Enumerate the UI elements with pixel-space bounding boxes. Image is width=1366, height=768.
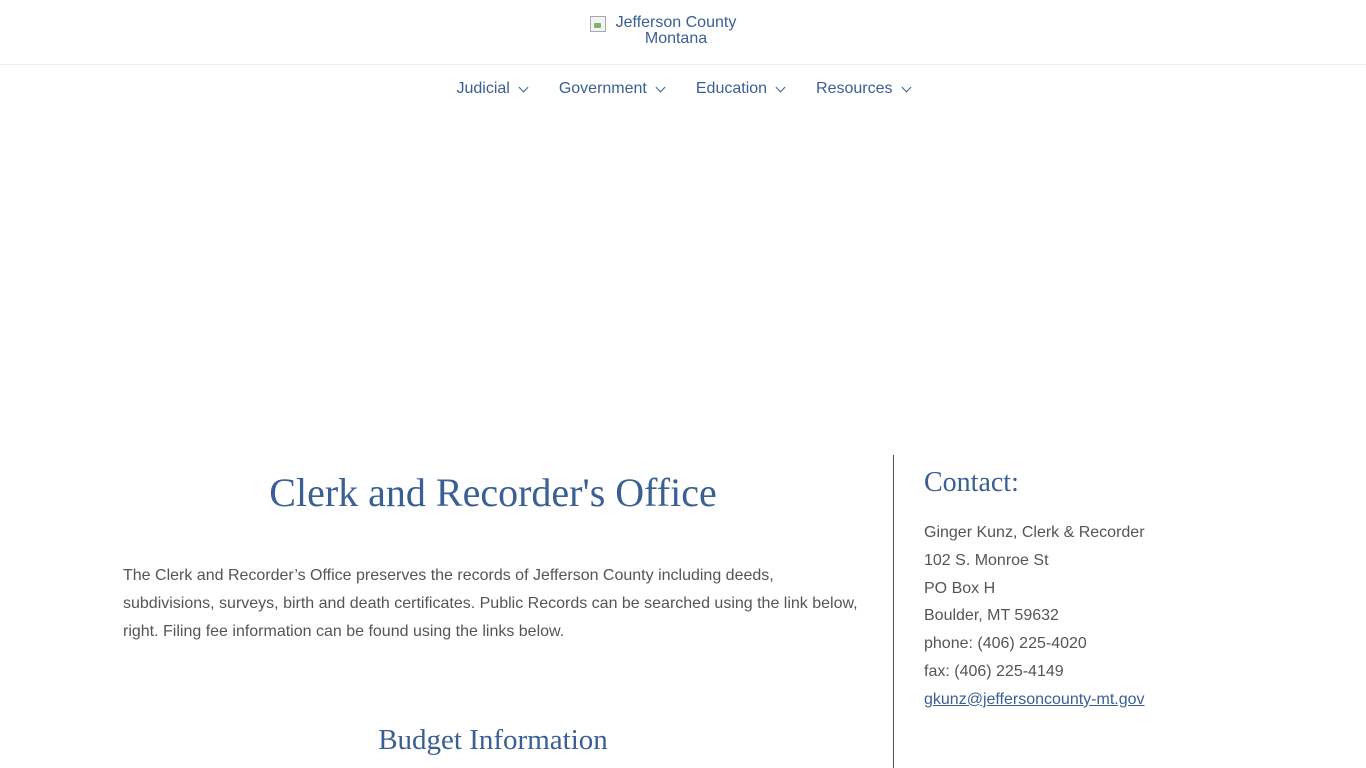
contact-sidebar [924,455,1324,714]
contact-name: Ginger Kunz, Clerk & Recorder [924,524,1145,541]
contact-address-street: 102 S. Monroe St [924,551,1049,569]
column-divider [893,455,894,768]
contact-phone: phone: (406) 225-4020 [924,635,1087,653]
chevron-down-icon [901,82,911,92]
contact-fax: fax: (406) 225-4149 [924,662,1064,680]
nav-item-education[interactable] [696,80,784,98]
budget-information-heading: Budget Information [378,724,608,756]
nav-item-label: Education [695,80,768,97]
main-nav [0,65,1366,113]
logo-alt-line2: Montana [644,30,708,47]
contact-details [924,519,1324,714]
nav-item-government[interactable] [559,80,664,98]
contact-heading: Contact: [924,467,1019,498]
contact-city: Boulder, MT 59632 [924,607,1059,625]
nav-item-label: Judicial [456,80,510,97]
chevron-down-icon [655,82,665,92]
nav-item-resources[interactable] [816,80,909,98]
contact-email-link[interactable]: gkunz@jeffersoncounty-mt.gov [924,690,1145,708]
page-title: Clerk and Recorder's Office [269,470,717,515]
logo-alt-text [610,15,742,47]
chevron-down-icon [518,82,528,92]
broken-image-icon [590,16,606,32]
logo-alt-line1: Jefferson County [615,14,737,31]
main-content [123,455,863,757]
nav-item-judicial[interactable] [456,80,526,98]
intro-paragraph: The Clerk and Recorder’s Office preserves the records of Jefferson County including deeds, subdivisions, surveys, birth and death certificates. Public Records can be searched using the link below, right. Filing fee information can be found using the links below. [123,567,858,640]
nav-item-label: Government [558,80,647,97]
nav-item-label: Resources [816,80,893,97]
site-logo[interactable] [590,15,750,49]
site-header [0,0,1366,65]
chevron-down-icon [776,82,786,92]
contact-address-pobox: PO Box H [924,579,996,597]
